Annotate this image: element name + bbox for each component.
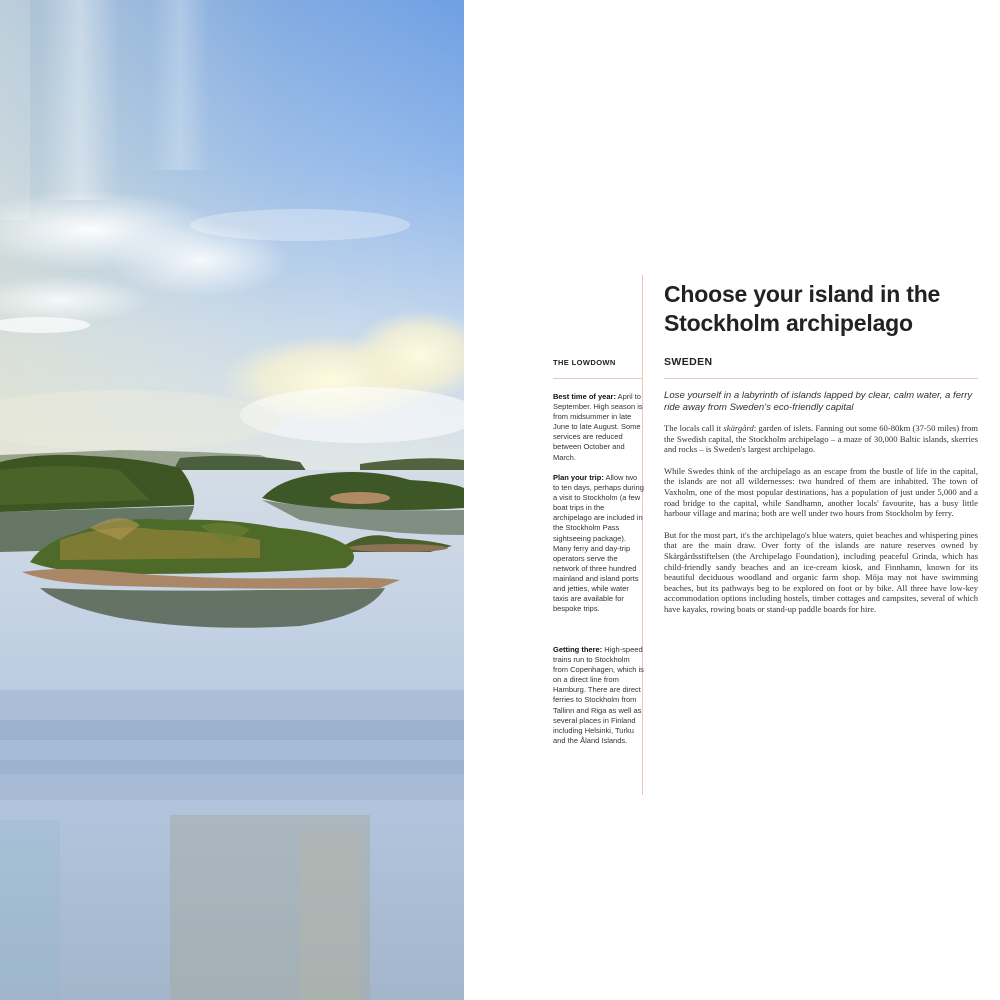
paragraph bbox=[664, 423, 978, 455]
country-label: SWEDEN bbox=[664, 356, 713, 368]
lowdown-sidebar bbox=[553, 275, 643, 795]
sidebar-item-getting-there bbox=[553, 645, 645, 746]
standfirst: Lose yourself in a labyrinth of islands lapped by clear, calm water, a ferry ride away from Sweden's eco-friendly capital bbox=[664, 390, 973, 414]
photo-illustration bbox=[0, 0, 464, 1000]
page-title: Choose your island in the Stockholm archipelago bbox=[664, 281, 941, 336]
article bbox=[664, 280, 978, 614]
lowdown-heading: THE LOWDOWN bbox=[553, 358, 616, 367]
sidebar-item-text: Allow two to ten days, perhaps during a visit to Stockholm (a few boat trips in the archipelago are included in the Stockholm Pass sightseeing package). Many ferry and day-trip operators serve the network of three hundred mainland and island ports and jetties, while water taxis are available for bespoke trips. bbox=[553, 473, 644, 614]
archipelago-photo bbox=[0, 0, 464, 1000]
text-page bbox=[464, 0, 1000, 1000]
sidebar-item-label: Getting there: bbox=[553, 645, 603, 654]
divider bbox=[553, 378, 642, 379]
sidebar-item-label: Best time of year: bbox=[553, 392, 616, 401]
paragraph-text: The locals call it bbox=[664, 423, 724, 433]
divider bbox=[664, 378, 978, 379]
italic-term: skärgård bbox=[723, 423, 754, 433]
sidebar-item-text: High-speed trains run to Stockholm from Copenhagen, which is on a direct line from Hamburg. There are direct ferries to Stockholm from Tallinn and Riga as well as several places in Finland including Helsinki, Turku and the Åland Islands. bbox=[553, 645, 644, 745]
paragraph-text: : garden of islets. Fanning out some 60-80km (37-50 miles) from the Swedish capital, the Stockholm archipelago – a maze of 30,000 Baltic islands, skerries and rocks – is Sweden's largest archipelago. bbox=[664, 423, 978, 455]
sidebar-item-label: Plan your trip: bbox=[553, 473, 604, 482]
sidebar-item-text: April to September. High season is from midsummer in late June to late August. Some services are reduced between October and March. bbox=[553, 392, 643, 462]
paragraph: While Swedes think of the archipelago as an escape from the bustle of life in the capital, the islands are not all wildernesses: two hundred of them are inhabited. The town of Vaxholm, one of the most popular destinations, has a population of just under 5,000 and a road bridge to the capital, while Sandhamn, another locals' favourite, has a busy little harbour village and marina; both are well under two hours from Stockholm by ferry. bbox=[664, 465, 978, 519]
paragraph: But for the most part, it's the archipelago's blue waters, quiet beaches and whispering pines that are the main draw. Over forty of the islands are nature reserves owned by Skärgårdsstiftelsen (the Archipelago Foundation), including peaceful Grinda, which has child-friendly sandy beaches and an ice-cream kiosk, and Finnhamn, known for its beautiful deciduous woodland and organic farm shop. Möja may not have swimming beaches, but its pathways beg to be explored on foot or by bike. All three have low-key accommodation options including hostels, timber cottages and campsites, several of which have kayaks, rowing boats or stand-up paddle boards for hire. bbox=[664, 529, 978, 614]
sidebar-item-best-time bbox=[553, 392, 645, 463]
sidebar-item-plan-trip bbox=[553, 473, 645, 614]
article-body bbox=[664, 423, 978, 626]
